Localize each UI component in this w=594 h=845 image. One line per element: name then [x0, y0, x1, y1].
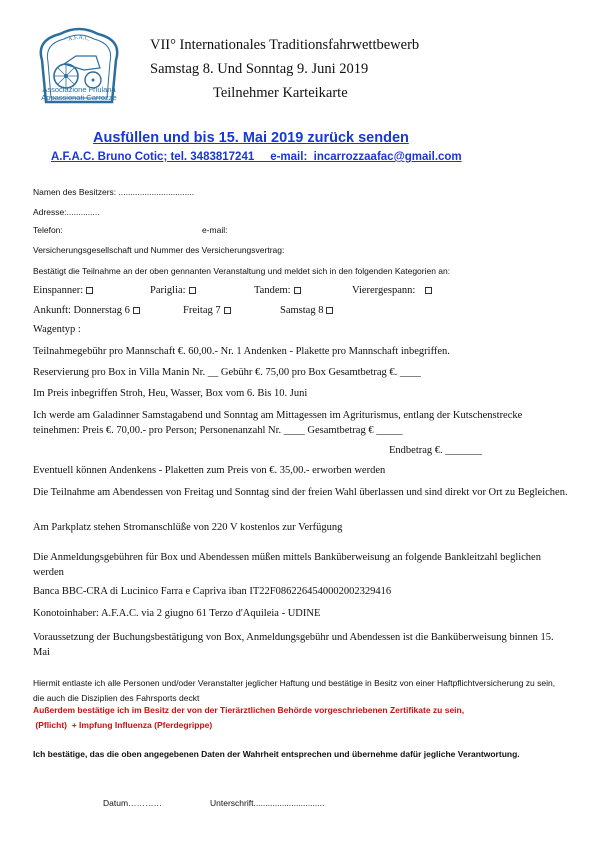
checkbox-saturday[interactable]	[326, 307, 333, 314]
logo-line-2: Appassionati Carrozze	[41, 93, 117, 102]
souvenirs-text: Eventuell können Andenkens - Plaketten zum Preis von €. 35,00.- erworben werden	[33, 465, 386, 476]
insurance-field[interactable]: Versicherungsgesellschaft und Nummer des Versicherungsvertrag:	[33, 245, 285, 255]
category-einspanner[interactable]	[33, 285, 93, 296]
checkbox-vierergespann[interactable]	[425, 287, 432, 294]
box-reservation-field[interactable]: Reservierung pro Box in Villa Manin Nr. __ Gebühr €. 75,00 pro Box Gesamtbetrag €. ____	[33, 367, 421, 378]
category-tandem[interactable]	[254, 285, 301, 296]
dinner-field[interactable]: Ich werde am Galadinner Samstagabend und Sonntag am Mittagessen im Agriturismus, entlang der Kutschenstrecke teinehmen: Preis €. 70,00.- pro Person; Personenanzahl Nr. ____ Gesamtbetrag € _____	[33, 410, 523, 436]
category-einspanner-label: Einspanner:	[33, 285, 84, 296]
vet-certificate-line-2: (Pflicht) + Impfung Influenza (Pferdegrippe)	[33, 720, 213, 730]
arrival-label: Ankunft: Donnerstag 6	[33, 305, 130, 316]
category-pariglia[interactable]	[150, 285, 196, 296]
arrival-friday-label: Freitag 7	[183, 305, 221, 316]
checkbox-pariglia[interactable]	[189, 287, 196, 294]
arrival-thursday[interactable]	[33, 305, 140, 316]
category-vierergespann[interactable]	[352, 285, 432, 296]
logo-line-1: Associazione Friulana	[42, 85, 116, 94]
account-holder-text: Konotoinhaber: A.F.A.C. via 2 giugno 61 Terzo d'Aquileia - UDINE	[33, 608, 321, 619]
phone-field[interactable]: Telefon:	[33, 225, 63, 235]
final-amount-field[interactable]: Endbetrag €. _______	[389, 445, 483, 456]
wagon-type-field[interactable]: Wagentyp :	[33, 324, 81, 335]
logo-arc-text: A.F.A.C.	[67, 34, 91, 43]
arrival-saturday[interactable]	[280, 305, 333, 316]
checkbox-friday[interactable]	[224, 307, 231, 314]
optional-dinner-text: Die Teilnahme am Abendessen von Freitag und Sonntag sind der freien Wahl überlassen und sind direkt vor Ort zu Begleichen.	[33, 487, 568, 498]
power-text: Am Parkplatz stehen Stromanschlüße von 220 V kostenlos zur Verfügung	[33, 522, 343, 533]
bank-text: Banca BBC-CRA di Lucinico Farra e Capriva iban IT22F0862264540002002329416	[33, 586, 392, 597]
arrival-friday[interactable]	[183, 305, 231, 316]
liability-text: Hiermit entlaste ich alle Personen und/oder Veranstalter jeglicher Haftung und bestätige in Besitz von einer Haftpflichtversicherung zu sein, die auch die Disziplien des Fahrsports deckt	[33, 678, 556, 703]
included-text: Im Preis inbegriffen Stroh, Heu, Wasser, Box vom 6. Bis 10. Juni	[33, 388, 308, 399]
category-tandem-label: Tandem:	[254, 285, 291, 296]
signature-field[interactable]: Unterschrift..............................	[210, 798, 325, 808]
truth-declaration: Ich bestätige, das die oben angegebenen Daten der Wahrheit entsprechen und übernehme dafür jegliche Verantwortung.	[33, 749, 520, 759]
owner-field[interactable]: Namen des Besitzers: ................................	[33, 187, 195, 197]
checkbox-thursday[interactable]	[133, 307, 140, 314]
contact-line: A.F.A.C. Bruno Cotic; tel. 3483817241 e-mail: incarrozzaafac@gmail.com	[51, 151, 462, 163]
header-title: VII° Internationales Traditionsfahrwettbewerb	[150, 37, 420, 53]
payment-note-text: Die Anmeldungsgebühren für Box und Abendessen müßen mittels Banküberweisung an folgende Bankleitzahl beglichen werden	[33, 552, 541, 578]
checkbox-einspanner[interactable]	[86, 287, 93, 294]
category-pariglia-label: Pariglia:	[150, 285, 186, 296]
logo-caption	[18, 86, 140, 102]
condition-text: Voraussetzung der Buchungsbestätigung von Box, Anmeldungsgebühr und Abendessen ist die Banküberweisung binnen 15. Mai	[33, 632, 554, 658]
header-date: Samstag 8. Und Sonntag 9. Juni 2019	[150, 61, 369, 77]
header-subtitle: Teilnehmer Karteikarte	[213, 85, 348, 101]
category-vierergespann-label: Vierergespann:	[352, 285, 416, 296]
email-field[interactable]: e-mail:	[202, 225, 228, 235]
date-field[interactable]: Datum…………	[103, 798, 163, 808]
fee-text: Teilnahmegebühr pro Mannschaft €. 60,00.- Nr. 1 Andenken - Plakette pro Mannschaft inbegriffen.	[33, 346, 450, 357]
confirm-categories-text: Bestätigt die Teilnahme an der oben gennanten Veranstaltung und meldet sich in den folgenden Kategorien an:	[33, 266, 451, 276]
arrival-saturday-label: Samstag 8	[280, 305, 324, 316]
checkbox-tandem[interactable]	[294, 287, 301, 294]
deadline-banner: Ausfüllen und bis 15. Mai 2019 zurück senden	[93, 130, 409, 146]
address-field[interactable]: Adresse:..............	[33, 207, 100, 217]
vet-certificate-line-1: Außerdem bestätige ich im Besitz der von der Tierärztlichen Behörde vorgeschriebenen Zertifikate zu sein,	[33, 705, 465, 715]
